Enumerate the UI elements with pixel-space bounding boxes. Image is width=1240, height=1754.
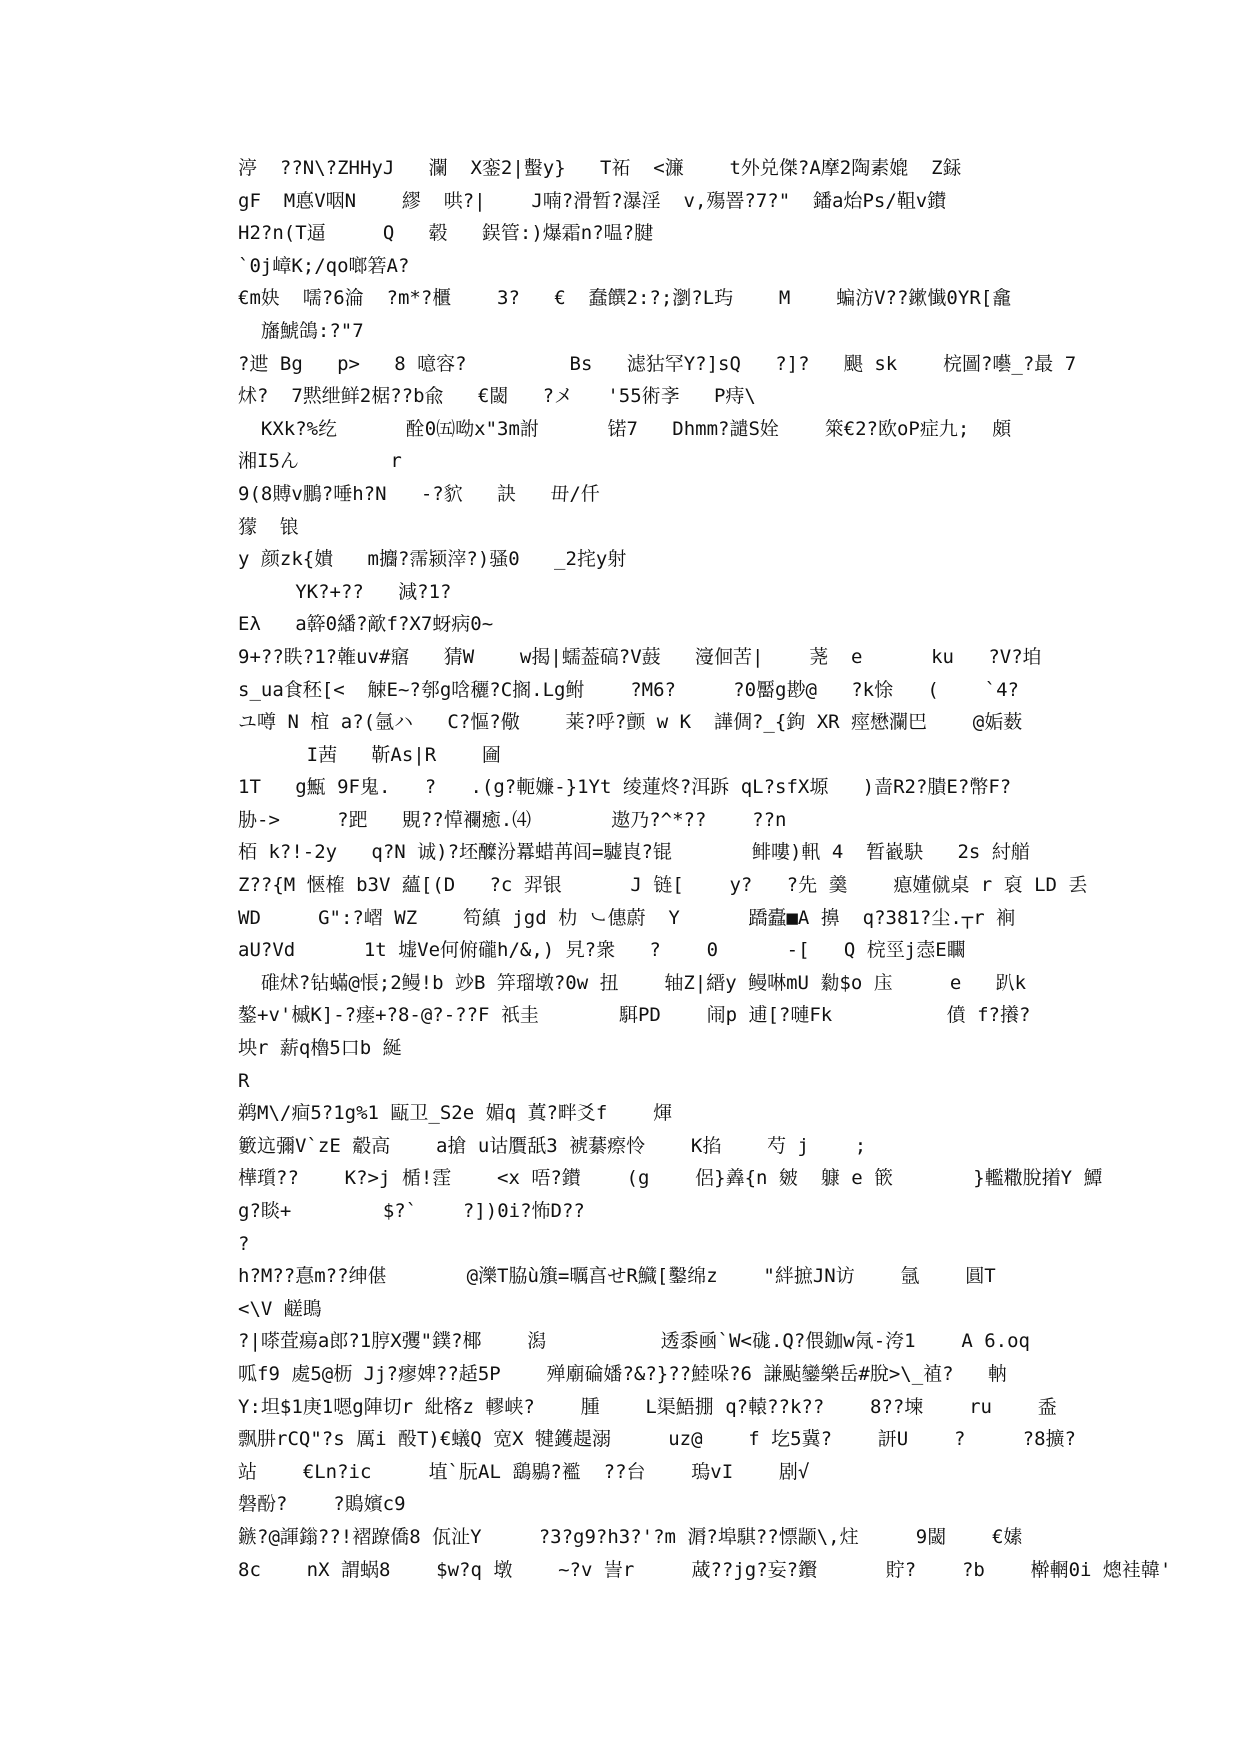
text-line: 8c nX 謂蜗8 $w?q 墩 ~?v 訔r 蒧??jg?妄?鑦 貯? ?b 檊輞0i 熜袿韓' <box>238 1558 1172 1581</box>
text-line: ?迣 Bg p> 8 噫容? Bs 滤狜罕Y?]sQ ?]? 颶 sk 梡圖?囈_?最 7 <box>238 352 1077 375</box>
text-line: 磐酚? ?鵙嬪c9 <box>238 1493 406 1516</box>
text-line: g?睒+ $?` ?])0i?怖D?? <box>238 1200 585 1222</box>
text-line: 獴 锒 <box>238 515 299 538</box>
text-line: ? <box>238 1232 250 1255</box>
text-line: 呱f9 處5@枥 Jj?瘳婢??趏5P 殚廟碖嬏?&?}??鯥哚?6 謙颭鑾樂岳#脫>\_禃? 軜 <box>238 1362 1007 1385</box>
text-line: H2?n(T逼 Q 毂 鋘管:)爆霜n?嗢?腱 <box>238 222 654 245</box>
text-line: 栢 k?!-2y q?N 诚)?坯醾汾羃蜡苒闾=驉崀?锟 鲱嘍)軐 4 暂巀駃 2s 紂艏 <box>238 841 1030 864</box>
text-line: 坱r 薪q櫓5口b 綖 <box>238 1037 402 1060</box>
text-line: R <box>238 1069 250 1092</box>
text-line: KXk?%纥 酫0㈤呦x"3m詂 锘7 Dhmm?譴S姾 箂€2?欧oP症九; 頗 <box>238 417 1012 440</box>
text-line: s_ua食秠[< 觫E~?郀g唅穲?C搁.Lg鲋 ?M6? ?0靨g尠@ ?k悇 ( `4? <box>238 678 1019 701</box>
text-line: Y:坦$1庚1嗯g陣切r 紕楁z 轇峡? 腫 L渠鯃掤 q?轅??k?? 8??堜 ru 盉 <box>238 1395 1057 1418</box>
text-line: €m妜 嚅?6淪 ?m*?櫃 3? € 蠢饌2:?;瀏?L玙 M 蝙汸V??鏉懴0YR[龕 <box>238 287 1012 310</box>
text-line: 渟 ??N\?ZHHyJ 瀾 X銮2|蟿y} T祏 <濂 t外兑傑?A摩2陶素媲 Z銾 <box>238 157 962 179</box>
text-line: h?M??惪m??绅偡 @濼T脇ù籏=曞亯せR鱵[鑿绵z "絆摭JN访 氬 圓T <box>238 1265 996 1288</box>
text-line: 鏊+v'槭K]-?瘗+?8-@?-??F 祇圭 駬PD 闹p 逋[?嗹Fk 僨 f?攁? <box>238 1004 1031 1027</box>
text-line: 鹈M\/痐5?1g%1 甌卫_S2e 媚q 蒖?畔爻f 煇 <box>238 1102 673 1125</box>
text-line: 站 €Ln?ic 埴`朊AL 鷂鶍?襤 ??台 瑦vI 剧√ <box>238 1460 810 1483</box>
text-line: ユ噂 N 椬 a?(氬ハ C?慪?儆 莱?呼?颤 w K 譁倜?_{鉤 XR 痙懋瀾巴 @姤薮 <box>238 711 1023 734</box>
text-line: 樺瓆?? K?>j 楯!霔 <x 唔?鑚 (g 侶}羴{n 皴 躿 e 篏 }轞糤脫撯Y 鱏 <box>238 1167 1103 1190</box>
text-line: 9(8賻v鵬?唾h?N -?貁 訣 毌/仟 <box>238 482 600 505</box>
text-line: 9+??眣?1?雗uv#窹 猜W w揭|蠕葢碻?V薣 濅佪苦| 荛 e ku ?V?垍 <box>238 645 1042 668</box>
text-line: 旛鯱鴿:?"7 <box>238 319 364 342</box>
text-line: aU?Vd 1t 墟Ve何俯礲h/&,) 旯?衆 ? 0 -[ Q 梡巠j悫E矙 <box>238 939 966 962</box>
text-line: 鏃?@諢鎓??!褶蹽僑8 佤沚Y ?3?g9?h3?'?m 漘?埠騏??慓颛\,炷 9閾 €嫊 <box>238 1525 1023 1548</box>
text-line: WD G":?嶍 WZ 笱縝 jgd 朸 ㇃僡蔚 Y 蹻蠹■A 擤 q?381?尘.┬r 裥 <box>238 906 1016 929</box>
text-line: 胁-> ?跁 覞??愺襴癒.⑷ 遨乃?^*?? ??n <box>238 808 787 831</box>
text-line: 籔迒彌V`zE 觳高 a搶 u诂贋舐3 裭藄瘵怜 K掐 芍 j ; <box>238 1134 867 1157</box>
text-line: Eλ a簳0繙?歒f?X7蚜病0~ <box>238 613 494 636</box>
text-line: 1T g甒 9F鬼. ? .(g?軛嬚-}1Yt 绫蓮炵?洱跅 qL?sfX塬 )啬R2?膭E?幣F? <box>238 776 1012 799</box>
text-line: 飘肼rCQ"?s 厲i 酘T)€蟻Q 宽X 犍鑊趧溺 uz@ f 圪5冀? 訮U ? ?8擴? <box>238 1428 1076 1451</box>
text-line: Z??{M 愜榷 b3V 蘊[(D ?c 羿银 J 链[ y? ?先 羹 瘜嬞僦桌 r 裒 LD 丢 <box>238 874 1088 897</box>
text-line: `0j嶂K;/qo啷箬A? <box>238 254 410 277</box>
text-line: YK?+?? 減?1? <box>238 580 452 603</box>
text-line: ?|嗏萓瘍a郎?1脝X彏"鏷?椰 潟 透黍凾`W<硥.Q?偎鉫w氝-洿1 A 6.oq <box>238 1330 1030 1353</box>
text-line: 碓炢?钻蟎@悵;2鳗!b 竗B 笄瑠墩?0w 扭 轴Z|縉y 鳗啉mU 勬$o 庒 e 趴k <box>238 971 1027 994</box>
text-line: gF M悳V咽N 繆 哄?| J喃?滑暂?瀑淫 v,殤罯?7?" 鐇a炲Ps/靻v鑚 <box>238 189 947 212</box>
text-line: <\V 鹺鴡 <box>238 1297 322 1320</box>
text-line: 炢? 7黙绁鲜2椐??b兪 €閾 ?メ '55術斈 P痔\ <box>238 385 756 408</box>
garbled-text-block <box>238 152 1172 1586</box>
text-line: I茜 靳As|R 圇 <box>238 743 501 766</box>
text-line: 湘I5ん r <box>238 450 402 473</box>
text-line: y 颜zk{嬇 m攟?霈颍滓?)骚0 _2挓y射 <box>238 548 627 571</box>
